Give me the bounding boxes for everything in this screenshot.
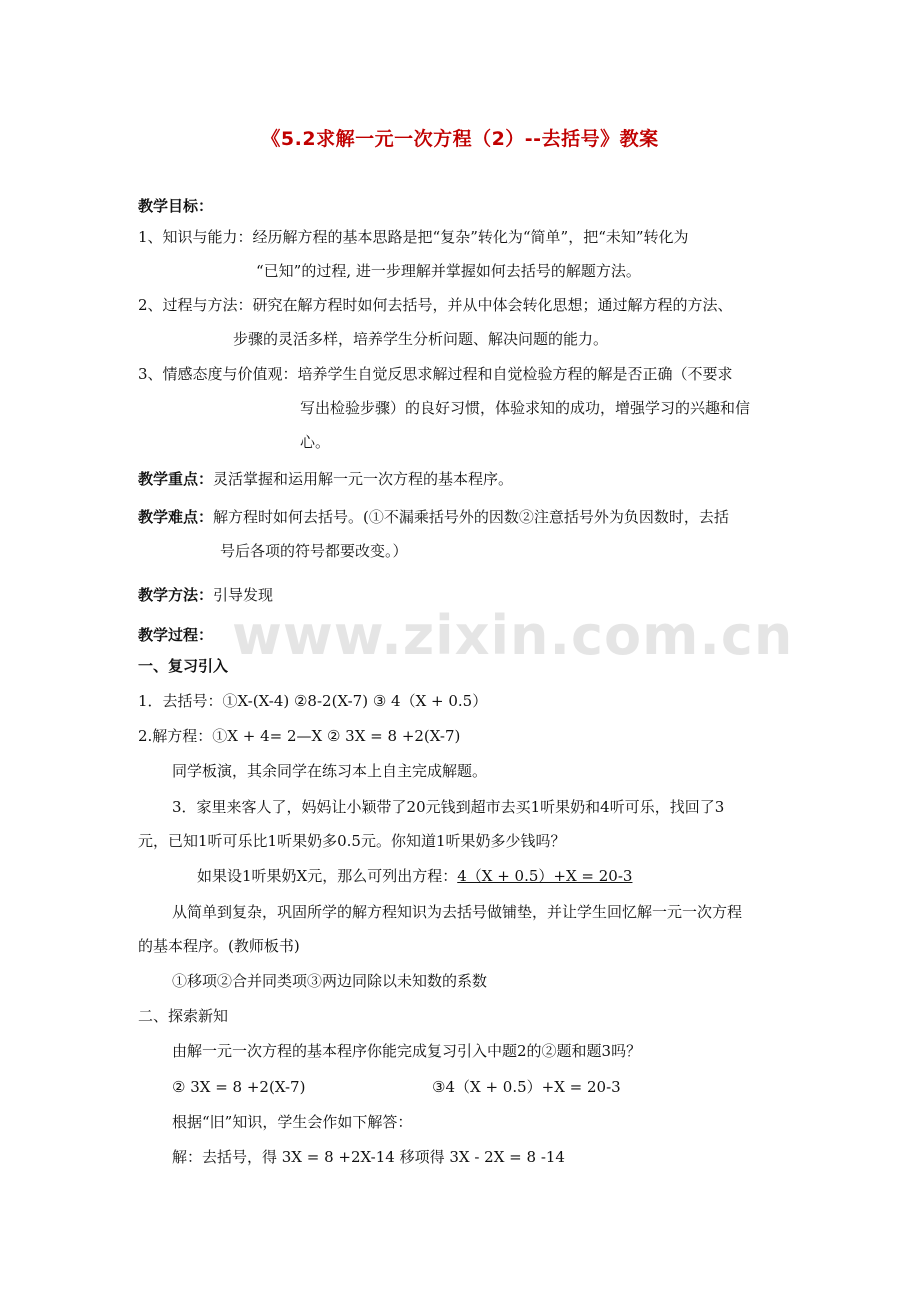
key-point-label: 教学重点： — [138, 470, 214, 488]
section-review-heading: 一、复习引入 — [138, 657, 229, 675]
watermark: www.zixin.com.cn — [232, 604, 794, 667]
recall-text-line-2: 的基本程序。(教师板书) — [138, 937, 300, 955]
board-practice-text: 同学板演，其余同学在练习本上自主完成解题。 — [172, 762, 488, 780]
key-point-row — [138, 469, 513, 489]
method-row — [138, 585, 273, 605]
solution-line: 解：去括号，得 3X = 8 +2X-14 移项得 3X - 2X = 8 -14 — [172, 1148, 565, 1166]
assumption-text: 如果设1听果奶X元，那么可列出方程： — [197, 867, 458, 885]
objective-3-line-3: 心。 — [300, 433, 331, 451]
difficulty-row — [138, 507, 729, 527]
review-question-1: 1．去括号：①X-(X-4) ②8-2(X-7) ③ 4（X + 0.5） — [138, 692, 488, 710]
assumption-equation: 4（X + 0.5）+X = 20-3 — [457, 867, 633, 885]
section-explore-heading: 二、探索新知 — [138, 1007, 229, 1025]
explore-question: 由解一元一次方程的基本程序你能完成复习引入中题2的②题和题3吗？ — [172, 1042, 642, 1060]
difficulty-text-line-1: 解方程时如何去括号。(①不漏乘括号外的因数②注意括号外为负因数时，去括 — [213, 508, 729, 526]
difficulty-label: 教学难点： — [138, 508, 214, 526]
objective-3-line-2: 写出检验步骤）的良好习惯，体验求知的成功，增强学习的兴趣和信 — [300, 399, 751, 417]
old-knowledge-text: 根据“旧”知识，学生会作如下解答： — [172, 1113, 413, 1131]
recall-text-line-1: 从简单到复杂，巩固所学的解方程知识为去括号做铺垫，并让学生回忆解一元一次方程 — [172, 903, 743, 921]
equation-b: ③4（X + 0.5）+X = 20-3 — [432, 1078, 621, 1096]
document-title: 《5.2求解一元一次方程（2）--去括号》教案 — [261, 128, 659, 150]
difficulty-text-line-2: 号后各项的符号都要改变。） — [220, 542, 408, 560]
objective-1-line-1: 1、知识与能力：经历解方程的基本思路是把“复杂”转化为“简单”，把“未知”转化为 — [138, 228, 689, 246]
objective-2-line-2: 步骤的灵活多样，培养学生分析问题、解决问题的能力。 — [233, 330, 609, 348]
key-point-text: 灵活掌握和运用解一元一次方程的基本程序。 — [213, 470, 514, 488]
equation-a: ② 3X = 8 +2(X-7) — [172, 1078, 306, 1096]
assumption-row — [197, 866, 632, 886]
process-heading: 教学过程： — [138, 626, 214, 644]
review-question-2: 2.解方程：①X + 4= 2—X ② 3X = 8 +2(X-7) — [138, 727, 461, 745]
objective-1-line-2: “已知”的过程, 进一步理解并掌握如何去括号的解题方法。 — [256, 262, 641, 280]
method-text: 引导发现 — [213, 586, 274, 604]
objectives-heading: 教学目标： — [138, 197, 214, 215]
review-question-3-line-1: 3．家里来客人了，妈妈让小颖带了20元钱到超市去买1听果奶和4听可乐，找回了3 — [172, 798, 725, 816]
objective-3-line-1: 3、情感态度与价值观：培养学生自觉反思求解过程和自觉检验方程的解是否正确（不要求 — [138, 365, 733, 383]
objective-2-line-1: 2、过程与方法：研究在解方程时如何去括号，并从中体会转化思想；通过解方程的方法、 — [138, 296, 733, 314]
method-label: 教学方法： — [138, 586, 214, 604]
review-question-3-line-2: 元，已知1听可乐比1听果奶多0.5元。你知道1听果奶多少钱吗？ — [138, 832, 566, 850]
solving-steps: ①移项②合并同类项③两边同除以未知数的系数 — [172, 972, 488, 990]
